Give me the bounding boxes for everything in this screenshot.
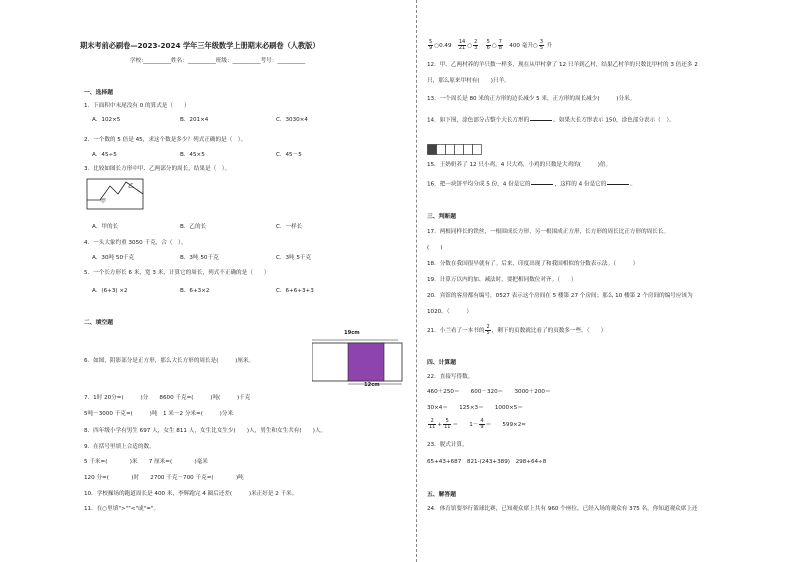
question-19: 19．计算万以内的加、减法时，要把相同数位对齐。（ ） [427,277,577,283]
q1-option-c: C．3030×4 [276,117,308,123]
fraction-blank [530,116,552,124]
question-17-line-1: 17．两根同样长的铁丝，一根围成长方形，另一根围成正方形，长方形的周长比正方形的周长长。 [427,229,670,235]
fraction-blank [607,180,629,188]
compare-row: $\frac{5}{9}$ ○0.49 $\frac{14}{21}$ ○ $\frac{2}{3}$ $\frac{5}{6}$ ○ $\frac{7}{8}$ 400 毫升○ $\frac{3}{5}$ 升 [429,39,553,51]
q3-rect-diagram [86,178,144,210]
question-6: 6．如图，阴影部分是正方形，那么大长方形的周长是( )厘米。 [84,358,255,364]
question-11: 11．在○里填">""<"或"="。 [84,506,160,512]
question-22-row-1: 460＋250＝ 600－320＝ 3000＋200＝ [427,389,551,395]
q1-option-b: B．201×4 [180,117,209,123]
section-calc: 四、计算题 [427,360,456,366]
question-18: 18．分数在我国很早就有了。后来，印度出现了和我国相似的分数表示法。（ ） [427,261,639,267]
q3-figure [86,178,144,210]
question-7-line-1: 7．1时 20分=( )分 8600 千克=( )吨( )千克 [84,395,251,401]
fraction-blank [531,180,553,188]
q6-rect-diagram [312,338,412,388]
question-9-line-1: 5 千米=( )米 7 厘米=( )毫米 [84,459,208,465]
q3-option-a: A．甲的长 [92,224,119,230]
fraction-7-8: $\frac{7}{8}$ [498,39,502,51]
q3-option-b: B．乙的长 [180,224,207,230]
q5-option-c: C．6+6+3+3 [276,288,314,294]
fraction-3-5: $\frac{3}{5}$ [539,39,543,51]
question-9-line-2: 120 分=( )时 2700 千克－700 千克=( )吨 [84,475,244,481]
question-23-row: 65+43+687 821-(243+389) 298+64÷8 [427,459,547,465]
question-9: 9．在括号里填上合适的数。 [84,444,155,450]
question-2: 2．一个数的 5 倍是 45，求这个数是多少？列式正确的是（ ）。 [84,137,247,143]
question-15: 15．王奶奶养了 12 只小鸡，4 只大鸡，小鸡的只数是大鸡的( )倍。 [427,162,612,168]
fraction-2-5: $\frac{2}{5}$ [486,324,490,336]
question-22: 22．直接写得数。 [427,374,474,380]
q6-bottom-length: 12cm [364,382,380,388]
question-12-line-2: 只，那么原来甲村有( )只羊。 [427,78,510,84]
q3-option-c: C．一样长 [276,224,303,230]
section-judge: 三、判断题 [427,214,456,220]
q4-option-a: A．30吨 50千克 [92,255,135,261]
section-fill: 二、填空题 [84,320,113,326]
q14-strip-figure [427,140,483,151]
section-solve: 五、解答题 [427,492,456,498]
q4-option-b: B．3吨 50千克 [180,255,219,261]
fraction-5-9: $\frac{5}{9}$ [429,39,433,51]
q5-option-b: B．6+3×2 [180,288,210,294]
q5-option-a: A．(6+3) ×2 [92,288,128,294]
fraction-4-9: $\frac{4}{9}$ [480,418,484,430]
question-14: 14．如下图，涂色部分占整个大长方形的 。如果大长方形表示 150，涂色部分表示（ ）。 [427,117,675,124]
column-divider [416,0,417,562]
fraction-14-21: $\frac{14}{21}$ [458,39,466,51]
question-10: 10．学校操场的跑道周长是 400 米，李辉跑完 4 圈后还差( )米正好是 2 千米。 [84,491,298,497]
fraction-5-11: $\frac{5}{11}$ [444,418,451,430]
student-info-line: 学校:__________姓名：__________班级：__________考号：__________ [130,58,306,64]
fraction-5-6: $\frac{5}{6}$ [486,39,490,51]
q2-option-a: A．45÷5 [92,152,117,158]
question-22-row-2: 30×4＝ 125×3＝ 1000×5＝ [427,405,523,411]
question-12-line-1: 12．甲、乙两村养的羊只数一样多，现在从甲村拿了 12 只羊到乙村，结果乙村羊的只数比甲村的 3 倍还多 2 [427,62,698,68]
question-13: 13．一个周长是 80 米的正方形的边长减少 5 米，正方形的周长减少( )分米。 [427,96,636,102]
section-choice: 一、选择题 [84,90,113,96]
question-20-line-1: 20．宾馆的客房都有编号，0527 表示这个房间在 5 楼第 27 个房间；那么 10 楼第 2 个房间的编号应该为 [427,293,693,299]
q3-label-yi: 乙 [128,183,135,190]
q4-option-c: C．3吨 5千克 [276,255,312,261]
question-7-line-2: 5吨－3000 千克=( )吨 1 米－2 分米=( )分米 [84,411,234,417]
q1-option-a: A．102×5 [92,117,121,123]
q3-label-jia: 甲 [100,198,107,205]
question-24: 24．体育馆要举行篮球比赛，已知观众席上共有 960 个座位，已经入场的观众有 375 名，你知道观众席上还 [427,506,698,512]
question-5: 5．一个长方形长 6 米，宽 3 米，计算它的周长，列式不正确的是（ ） [84,270,270,276]
q2-option-c: C．45－5 [276,152,302,158]
page-title: 期末考前必刷卷—2023-2024 学年三年级数学上册期末必刷卷（人教版） [80,41,320,50]
fraction-2-3: $\frac{2}{3}$ [474,39,478,51]
question-3: 3．比较如图长方形中甲、乙两部分的周长，结果是（ ）。 [84,166,231,172]
question-21: 21．小兰看了一本书的 $\frac{2}{5}$ ，剩下的页数就比看了的页数多一些。（ ） [427,324,607,336]
question-20-line-2: 1020。（ ） [427,309,472,315]
q2-option-b: B．45×5 [180,152,205,158]
question-22-row-3: $\frac{2}{11}$ + $\frac{5}{11}$ ＝ 1－ $\frac{4}{9}$ ＝ 599×2≈ [429,418,526,430]
question-23: 23．脱式计算。 [427,442,468,448]
fraction-2-11: $\frac{2}{11}$ [429,418,436,430]
question-17-line-2: ( ) [427,245,443,251]
question-8: 8．四年级小学有男生 697 人，女生 811 人，女生比女生少( )人，男生和女生共有( )人。 [84,428,327,434]
q6-figure [312,330,412,390]
q6-top-length: 19cm [344,330,360,336]
q14-strip-diagram [427,144,483,155]
question-1: 1．下面积中末尾没有 0 的算式是（ ） [84,103,190,109]
question-4: 4．一头大象约重 3050 千克，合（ ）。 [84,240,187,246]
question-16: 16．把一块饼平均分成 5 份，4 份是它的 ，这样的 4 份是它的 。 [427,181,636,188]
